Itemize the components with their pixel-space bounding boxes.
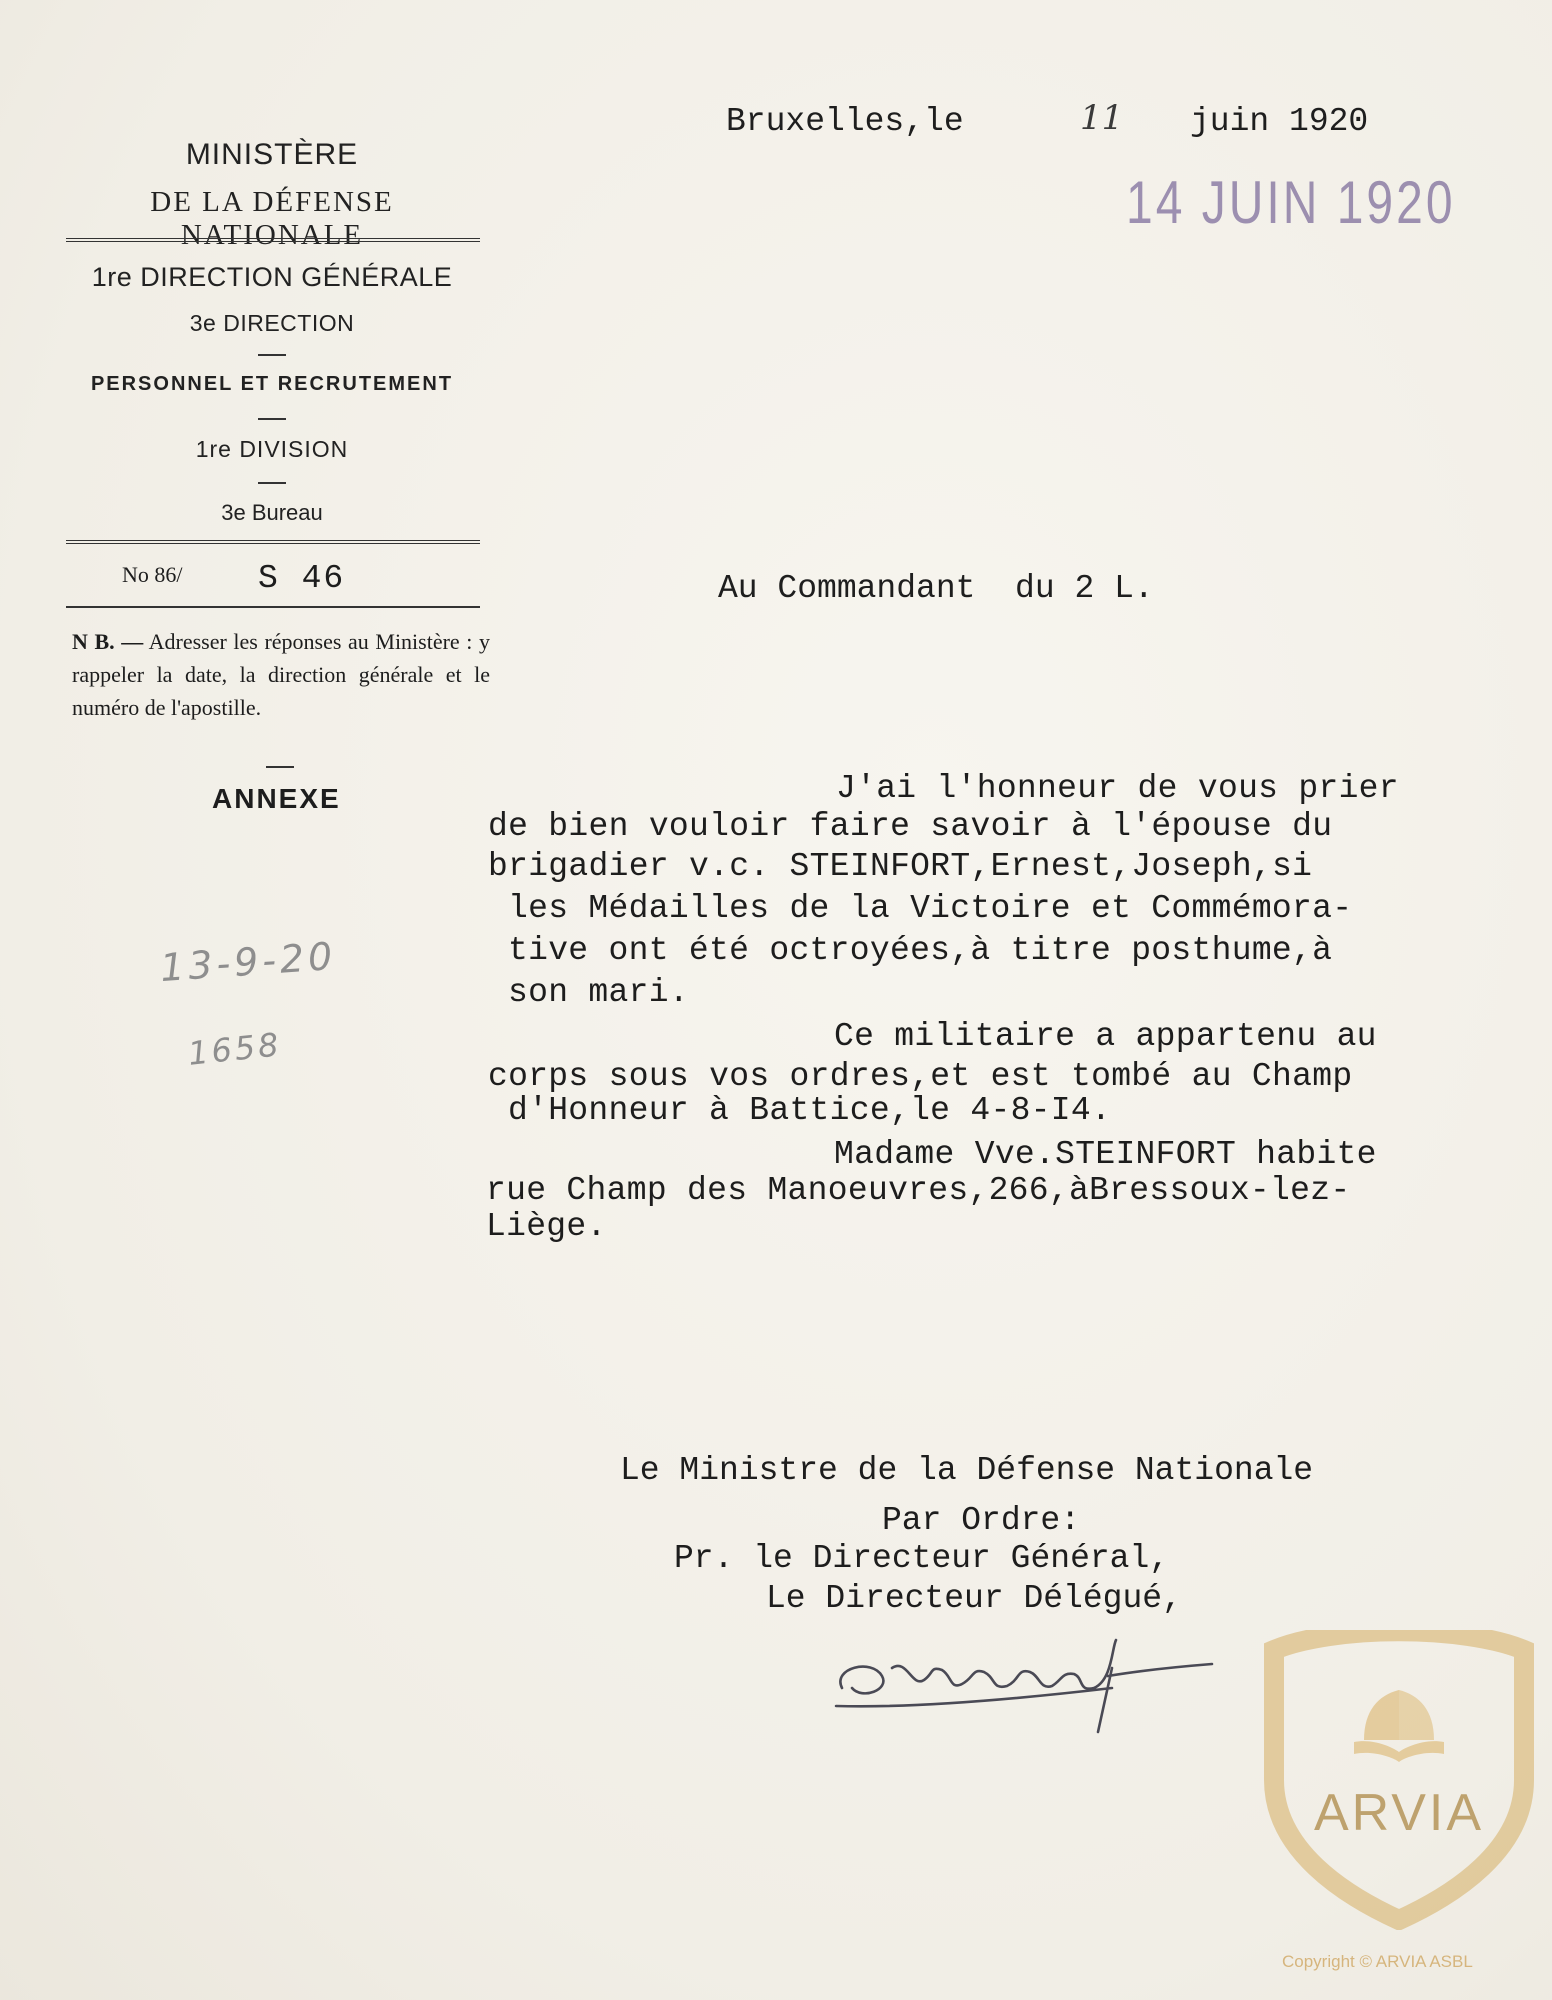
body-line: Liège. xyxy=(486,1208,607,1245)
nb-label: N B. — xyxy=(72,629,144,654)
date-month-year: juin 1920 xyxy=(1190,103,1369,140)
copyright-notice: Copyright © ARVIA ASBL xyxy=(1282,1952,1473,1971)
pencil-date-note: 13-9-20 xyxy=(158,933,338,991)
divider xyxy=(258,482,286,484)
body-line: tive ont été octroyées,à titre posthume,à xyxy=(508,932,1333,969)
divider xyxy=(266,766,294,768)
body-line: Ce militaire a appartenu au xyxy=(834,1018,1377,1055)
nb-instructions xyxy=(72,625,490,724)
closing-directeur-delegue: Le Directeur Délégué, xyxy=(766,1580,1182,1617)
body-line: brigadier v.c. STEINFORT,Ernest,Joseph,si xyxy=(488,848,1313,885)
closing-directeur-general: Pr. le Directeur Général, xyxy=(674,1540,1170,1577)
arvia-watermark-logo xyxy=(1254,1630,1544,1930)
date-place: Bruxelles,le xyxy=(726,103,964,140)
reference-number: S 46 xyxy=(258,560,346,597)
bureau: 3e Bureau xyxy=(221,500,323,525)
received-stamp: 14 JUIN 1920 xyxy=(1126,170,1456,237)
body-line: d'Honneur à Battice,le 4-8-I4. xyxy=(508,1092,1112,1129)
annexe-label: ANNEXE xyxy=(212,783,341,814)
direction-generale: 1re DIRECTION GÉNÉRALE xyxy=(91,262,453,292)
closing-par-ordre: Par Ordre: xyxy=(882,1502,1081,1539)
closing-ministre: Le Ministre de la Défense Nationale xyxy=(620,1452,1314,1489)
body-line: rue Champ des Manoeuvres,266,àBressoux-lez- xyxy=(486,1172,1351,1209)
direction: 3e DIRECTION xyxy=(189,310,355,336)
letterhead-rule xyxy=(66,540,480,544)
division: 1re DIVISION xyxy=(195,436,349,462)
service-name: PERSONNEL ET RECRUTEMENT xyxy=(90,373,454,395)
body-line: de bien vouloir faire savoir à l'épouse du xyxy=(488,808,1333,845)
divider xyxy=(258,354,286,356)
body-line: corps sous vos ordres,et est tombé au Champ xyxy=(488,1058,1353,1095)
body-line: Madame Vve.STEINFORT habite xyxy=(834,1136,1377,1173)
body-line: les Médailles de la Victoire et Commémora- xyxy=(508,890,1353,927)
ministry-subtitle: DE LA DÉFENSE NATIONALE xyxy=(150,186,394,251)
divider xyxy=(258,418,286,420)
body-line: J'ai l'honneur de vous prier xyxy=(836,770,1399,807)
pencil-number-note: 1658 xyxy=(186,1025,284,1073)
letterhead-rule xyxy=(66,606,480,608)
addressee: Au Commandant du 2 L. xyxy=(718,570,1154,607)
arvia-wordmark: ARVIA xyxy=(1313,1784,1485,1842)
letterhead-rule xyxy=(66,238,480,242)
body-line: son mari. xyxy=(508,974,689,1011)
handwritten-signature xyxy=(812,1628,1232,1738)
ministry-title: MINISTÈRE xyxy=(185,138,359,171)
reference-number-label: No 86/ xyxy=(122,562,183,587)
date-day: 11 xyxy=(1080,98,1124,138)
nb-text: Adresser les réponses au Ministère : y rappeler la date, la direction générale et le numéro de l'apostille. xyxy=(72,629,490,720)
